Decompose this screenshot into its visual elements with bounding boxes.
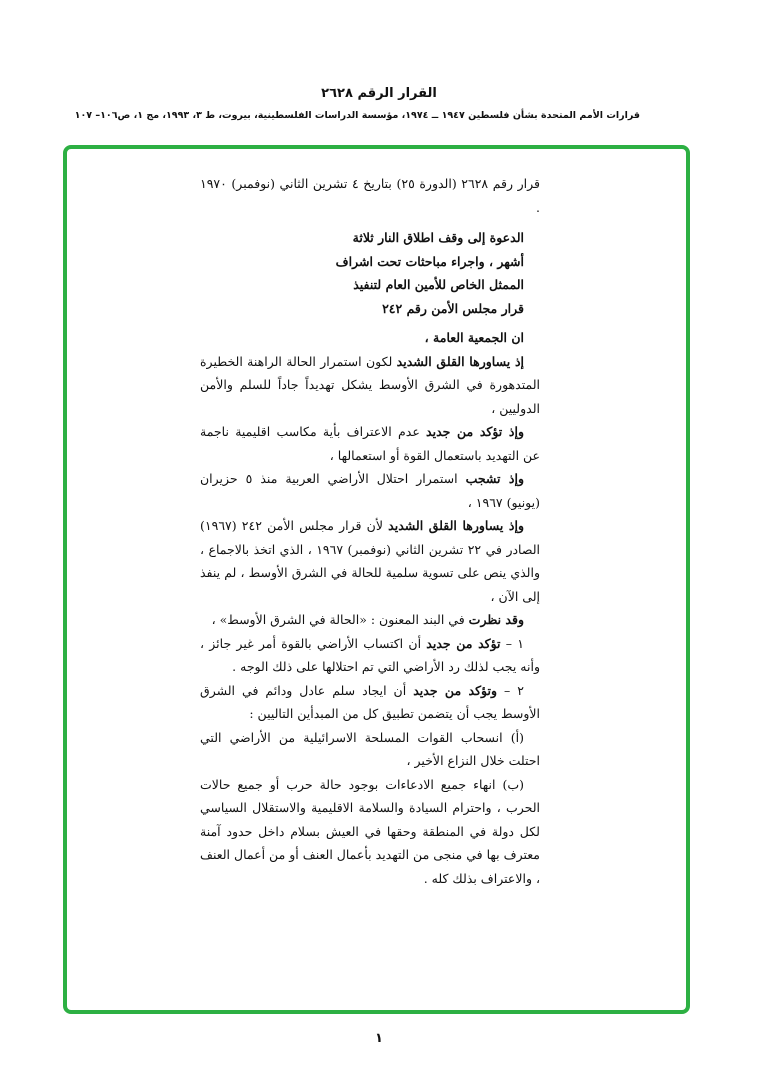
item-number: ١ – — [500, 635, 524, 651]
resolution-intro: قرار رقم ٢٦٢٨ (الدورة ٢٥) بتاريخ ٤ تشرين الثاني (نوفمبر) ١٩٧٠ . — [200, 176, 540, 215]
paragraph-lead: وتؤكد من جديد — [413, 682, 498, 698]
paragraph-lead: تؤكد من جديد — [426, 635, 501, 651]
operative-item-1 — [200, 632, 540, 679]
subject-line: أشهر ، واجراء مباحثات تحت اشراف — [335, 253, 524, 269]
paragraph-text: لأن قرار مجلس الأمن ٢٤٢ (١٩٦٧) الصادر في ٢٢ تشرين الثاني (نوفمبر) ١٩٦٧ ، الذي اتخذ بالاجماع ، والذي ينص على تسوية سلمية للحالة في الشرق الأوسط ، لم ينفذ إلى الآن ، — [200, 518, 540, 604]
preamble-paragraph-2 — [200, 420, 540, 467]
subject-line: الدعوة إلى وقف اطلاق النار ثلاثة — [352, 230, 524, 245]
preamble-paragraph-3 — [200, 467, 540, 514]
sub-item-a: (أ) انسحاب القوات المسلحة الاسرائيلية من الأراضي التي احتلت خلال النزاع الأخير ، — [200, 729, 540, 768]
resolution-subject — [200, 226, 540, 320]
page-number: ١ — [375, 1031, 383, 1046]
preamble-paragraph-5 — [200, 608, 540, 632]
paragraph-lead: وإذ تشجب — [465, 471, 524, 486]
preamble-paragraph-4 — [200, 514, 540, 608]
paragraph-lead: إذ يساورها القلق الشديد — [396, 353, 524, 369]
paragraph-lead: وإذ تؤكد من جديد — [426, 424, 524, 439]
general-assembly-line: ان الجمعية العامة ، — [424, 330, 524, 345]
preamble-paragraph-1 — [200, 350, 540, 421]
resolution-body — [200, 172, 540, 890]
item-number: ٢ – — [497, 682, 524, 698]
paragraph-lead: وقد نظرت — [468, 612, 524, 627]
operative-item-2 — [200, 679, 540, 726]
paragraph-text: أن اكتساب الأراضي بالقوة أمر غير جائز ، وأنه يجب لذلك رد الأراضي التي تم احتلالها على ذلك الوجه . — [200, 635, 540, 674]
paragraph-text: عدم الاعتراف بأية مكاسب اقليمية ناجمة عن التهديد باستعمال القوة أو استعمالها ، — [200, 424, 540, 463]
resolution-header-title: القرار الرقم ٢٦٢٨ — [321, 86, 437, 101]
subject-line: الممثل الخاص للأمين العام لتنفيذ — [353, 277, 524, 292]
subject-line: قرار مجلس الأمن رقم ٢٤٢ — [382, 300, 524, 316]
paragraph-text: لكون استمرار الحالة الراهنة الخطيرة المتدهورة في الشرق الأوسط يشكل تهديداً جاداً للسلم والأمن الدوليين ، — [200, 353, 540, 416]
paragraph-text: في البند المعنون : «الحالة في الشرق الأوسط» ، — [211, 612, 469, 627]
paragraph-text: استمرار احتلال الأراضي العربية منذ ٥ حزيران (يونيو) ١٩٦٧ ، — [200, 471, 540, 510]
sub-item-b: (ب) انهاء جميع الادعاءات بوجود حالة حرب أو جميع حالات الحرب ، واحترام السيادة والسلامة الاقليمية والاستقلال السياسي لكل دولة في المنطقة وحقها في العيش بسلام داخل حدود آمنة معترف بها في منجى من التهديد بأعمال العنف أو من أعمال العنف ، والاعتراف بذلك كله . — [200, 776, 540, 886]
source-citation: قرارات الأمم المتحدة بشأن فلسطين ١٩٤٧ ــ ١٩٧٤، مؤسسة الدراسات الفلسطينية، بيروت، ط ٣، ١٩٩٣، مج ١، ص١٠٦– ١٠٧ — [74, 110, 640, 121]
paragraph-lead: وإذ يساورها القلق الشديد — [388, 518, 524, 533]
paragraph-text: أن ايجاد سلم عادل ودائم في الشرق الأوسط يجب أن يتضمن تطبيق كل من المبدأين التاليين : — [200, 682, 540, 721]
